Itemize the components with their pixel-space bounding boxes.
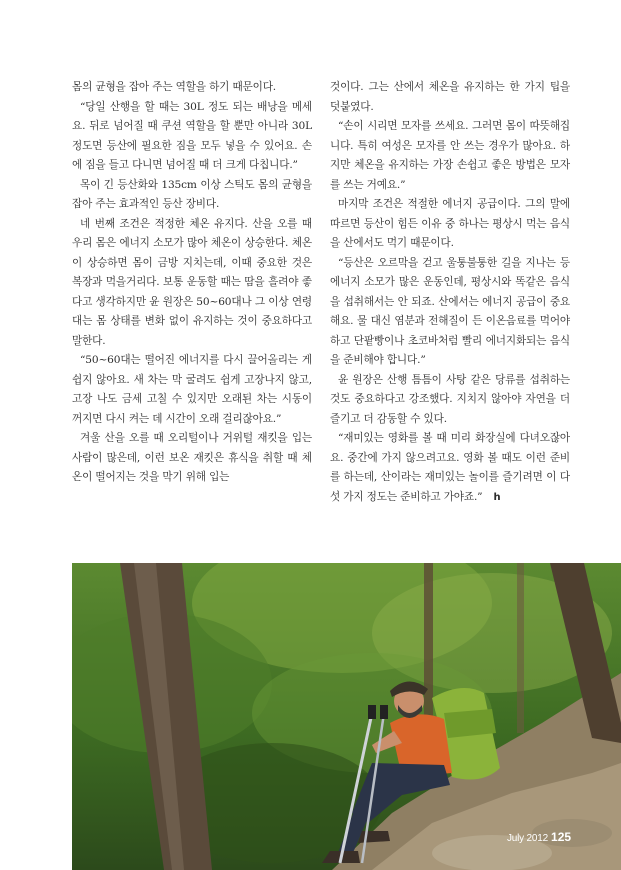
paragraph: “당일 산행을 할 때는 30L 정도 되는 배낭을 메세요. 뒤로 넘어질 때 쿠션 역할을 할 뿐만 아니라 30L 정도면 등산에 필요한 짐을 모두 넣을 수 있어요. 손에 짐을 들고 다니면 넘어질 때 더 크게 다칩니다.” [72, 100, 312, 171]
paragraph-last [330, 429, 570, 507]
paragraph: 목이 긴 등산화와 135cm 이상 스틱도 몸의 균형을 잡아 주는 효과적인 등산 장비다. [72, 178, 312, 210]
text-column-right [330, 78, 570, 507]
paragraph: 몸의 균형을 잡아 주는 역할을 하기 때문이다. [72, 81, 277, 93]
page-number: 125 [551, 830, 572, 844]
paragraph: 겨울 산을 오를 때 오리털이나 거위털 재킷을 입는 사람이 많은데, 이런 보온 재킷은 휴식을 취할 때 체온이 떨어지는 것을 막기 위해 입는 [72, 432, 312, 483]
paragraph-last-text: “재미있는 영화를 볼 때 미리 화장실에 다녀오잖아요. 중간에 가지 않으려고요. 영화 볼 때도 이런 준비를 하는데, 산이라는 재미있는 놀이를 즐기려면 이 다섯 가지 정도는 준비하고 가야죠.” [330, 432, 570, 503]
paragraph: “등산은 오르막을 걷고 울퉁불퉁한 길을 지나는 등 에너지 소모가 많은 운동인데, 평상시와 똑같은 음식을 섭취해서는 안 되죠. 산에서는 에너지 공급이 중요해요. 물 대신 염분과 전해질이 든 이온음료를 먹어야 하고 단팥빵이나 초코바처럼 빨리 에너지화되는 음식을 준비해야 합니다.” [330, 256, 570, 366]
paragraph: 네 번째 조건은 적정한 체온 유지다. 산을 오를 때 우리 몸은 에너지 소모가 많아 체온이 상승한다. 체온이 상승하면 몸이 금방 지치는데, 이때 중요한 것은 복장과 먹을거리다. 보통 운동할 때는 땀을 흘려야 좋다고 생각하지만 윤 원장은 50~60대나 그 이상 연령대는 몸 상태를 변화 없이 유지하는 것이 중요하다고 말한다. [72, 217, 312, 347]
paragraph: “50~60대는 떨어진 에너지를 다시 끌어올리는 게 쉽지 않아요. 새 차는 막 굴려도 쉽게 고장나지 않고, 고장 나도 금세 고칠 수 있지만 오래된 차는 시동이 꺼지면 다시 켜는 데 시간이 오래 걸리잖아요.” [72, 354, 312, 425]
issue-date: July 2012 [507, 833, 549, 844]
paragraph: “손이 시리면 모자를 쓰세요. 그러면 몸이 따뜻해집니다. 특히 여성은 모자를 안 쓰는 경우가 많아요. 하지만 체온을 유지하는 가장 손쉽고 좋은 방법은 모자를 쓰는 거예요.” [330, 120, 570, 191]
hiker-photo-illustration [72, 563, 621, 870]
hiker-photo [72, 563, 621, 870]
text-column-left [72, 78, 312, 488]
paragraph: 것이다. 그는 산에서 체온을 유지하는 한 가지 팁을 덧붙였다. [330, 81, 570, 113]
page-folio [507, 828, 571, 846]
end-mark-icon: h [493, 491, 501, 503]
paragraph: 마지막 조건은 적절한 에너지 공급이다. 그의 말에 따르면 등산이 힘든 이유 중 하나는 평상시 먹는 음식을 산에서도 먹기 때문이다. [330, 198, 570, 249]
paragraph: 윤 원장은 산행 틈틈이 사탕 같은 당류를 섭취하는 것도 중요하다고 강조했다. 지치지 않아야 자연을 더 즐기고 더 감동할 수 있다. [330, 373, 570, 425]
